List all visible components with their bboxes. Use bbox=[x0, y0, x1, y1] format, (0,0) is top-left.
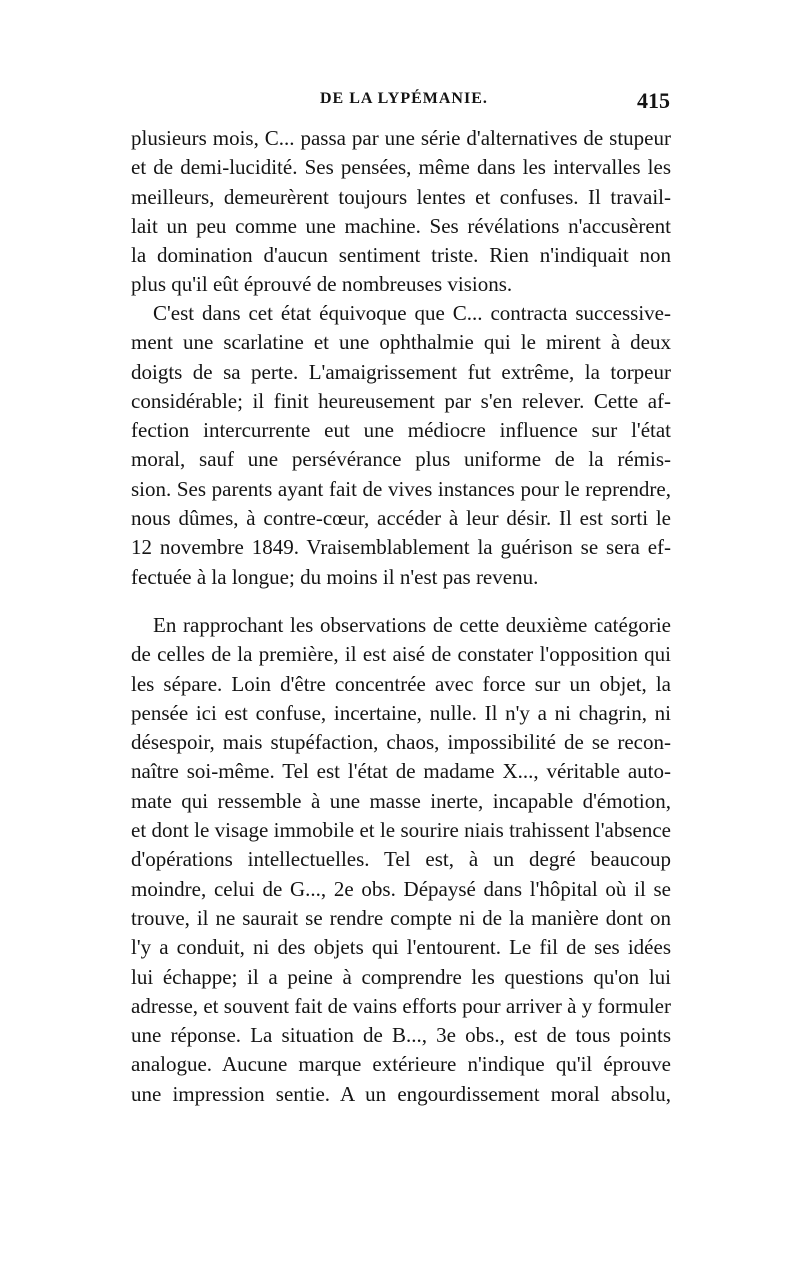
text-line: plus qu'il eût éprouvé de nombreuses visions. bbox=[131, 272, 513, 297]
text-line: pensée ici est confuse, incertaine, nulle. Il n'y a ni chagrin, ni bbox=[131, 700, 671, 725]
text-line: les sépare. Loin d'être concentrée avec force sur un objet, la bbox=[131, 671, 671, 696]
text-line: fectuée à la longue; du moins il n'est pas revenu. bbox=[131, 564, 539, 589]
text-line: l'y a conduit, ni des objets qui l'entourent. Le fil de ses idées bbox=[131, 935, 671, 960]
text-line: une impression sentie. A un engourdissement moral absolu, bbox=[131, 1081, 671, 1106]
text-line: meilleurs, demeurèrent toujours lentes et confuses. Il travail- bbox=[131, 184, 671, 209]
text-line: analogue. Aucune marque extérieure n'indique qu'il éprouve bbox=[131, 1052, 671, 1077]
text-line: une réponse. La situation de B..., 3e obs., est de tous points bbox=[131, 1023, 671, 1048]
text-line: En rapprochant les observations de cette deuxième catégorie bbox=[153, 613, 671, 637]
running-title: DE LA LYPÉMANIE. bbox=[320, 90, 488, 107]
text-line: fection intercurrente eut une médiocre influence sur l'état bbox=[131, 418, 671, 443]
text-line: et dont le visage immobile et le sourire niais trahissent l'absence bbox=[131, 818, 671, 843]
text-line: désespoir, mais stupéfaction, chaos, impossibilité de se recon- bbox=[131, 730, 671, 755]
text-line: plusieurs mois, C... passa par une série d'alternatives de stupeur bbox=[131, 126, 671, 150]
text-line: ment une scarlatine et une ophthalmie qui le mirent à deux bbox=[131, 330, 671, 355]
paragraph-3 bbox=[131, 611, 671, 1109]
text-line: 12 novembre 1849. Vraisemblablement la guérison se sera ef- bbox=[131, 535, 671, 560]
text-line: moindre, celui de G..., 2e obs. Dépaysé dans l'hôpital où il se bbox=[131, 876, 671, 901]
text-line: lait un peu comme une machine. Ses révélations n'accusèrent bbox=[131, 213, 671, 238]
text-line: considérable; il finit heureusement par s'en relever. Cette af- bbox=[131, 388, 671, 413]
paragraph-2 bbox=[131, 299, 671, 592]
text-line: de celles de la première, il est aisé de constater l'opposition qui bbox=[131, 642, 671, 667]
text-line: adresse, et souvent fait de vains efforts pour arriver à y formuler bbox=[131, 993, 671, 1018]
text-line: et de demi-lucidité. Ses pensées, même dans les intervalles les bbox=[131, 155, 671, 180]
paragraph-1 bbox=[131, 124, 671, 300]
text-line: nous dûmes, à contre-cœur, accéder à leur désir. Il est sorti le bbox=[131, 506, 671, 531]
text-line: sion. Ses parents ayant fait de vives instances pour le reprendre, bbox=[131, 476, 671, 501]
text-line: trouve, il ne saurait se rendre compte ni de la manière dont on bbox=[131, 905, 671, 930]
text-line: mate qui ressemble à une masse inerte, incapable d'émotion, bbox=[131, 788, 671, 813]
text-line: naître soi-même. Tel est l'état de madame X..., véritable auto- bbox=[131, 759, 671, 784]
text-line: lui échappe; il a peine à comprendre les questions qu'on lui bbox=[131, 964, 671, 989]
text-line: doigts de sa perte. L'amaigrissement fut extrême, la torpeur bbox=[131, 359, 671, 384]
page-number: 415 bbox=[637, 88, 670, 113]
running-head bbox=[130, 88, 670, 118]
text-line: moral, sauf une persévérance plus uniforme de la rémis- bbox=[131, 447, 671, 472]
text-line: la domination d'aucun sentiment triste. Rien n'indiquait non bbox=[131, 243, 671, 268]
text-line: C'est dans cet état équivoque que C... contracta successive- bbox=[153, 301, 671, 325]
text-line: d'opérations intellectuelles. Tel est, à un degré beaucoup bbox=[131, 847, 671, 872]
